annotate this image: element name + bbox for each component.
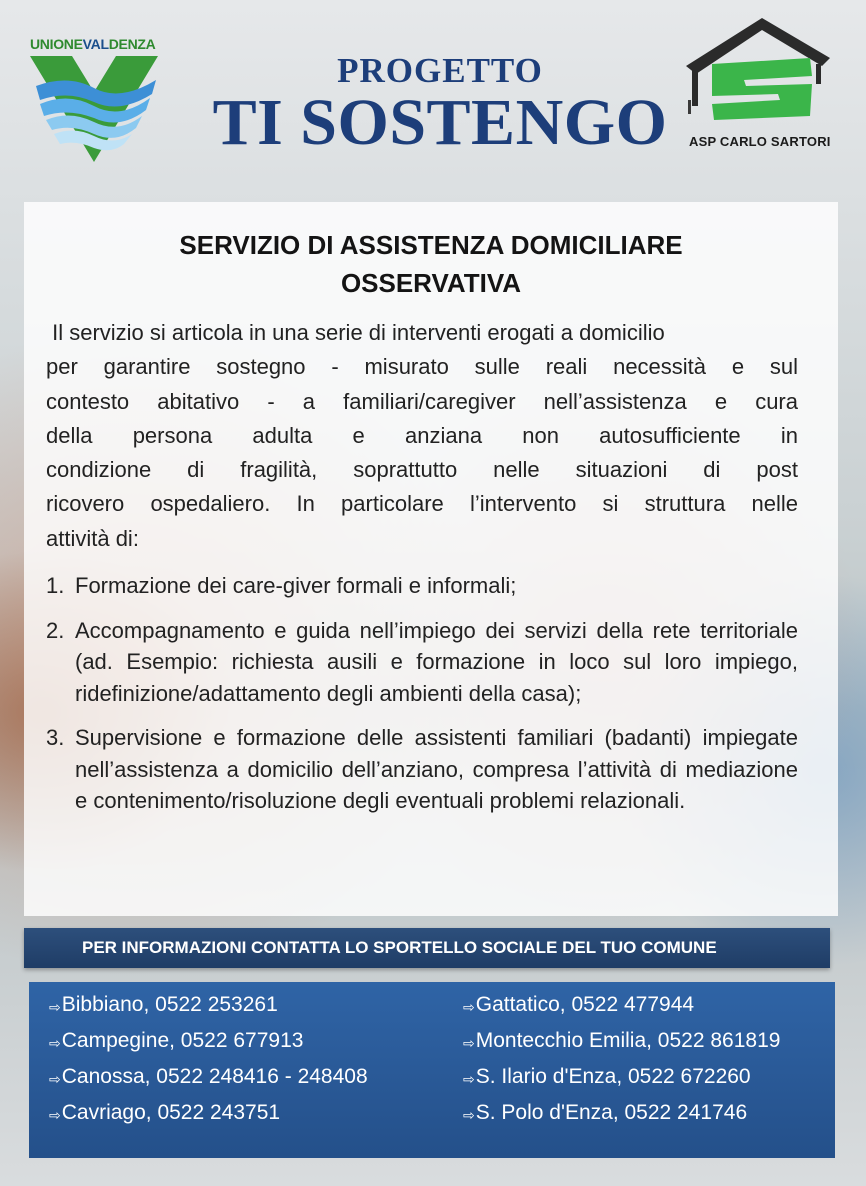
intro-line: condizione di fragilità, soprattutto nelle situazioni di post <box>46 457 798 483</box>
info-banner-text: PER INFORMAZIONI CONTATTA LO SPORTELLO SOCIALE DEL TUO COMUNE <box>82 938 717 957</box>
arrow-icon: ⇨ <box>463 1072 475 1088</box>
contacts-column-right <box>463 992 780 1136</box>
contact-item <box>463 992 780 1028</box>
list-item-number: 1. <box>46 573 65 598</box>
contact-item <box>49 1064 368 1100</box>
project-title-line2: TI SOSTENGO <box>212 86 668 159</box>
list-item-text: Supervisione e formazione delle assistenti familiari (badanti) impiegate nell’assistenza a domicilio dell’anziano, compresa l’attività di mediazione e contenimento/risoluzione degli eventuali problemi relazionali. <box>75 725 798 813</box>
contact-text: Montecchio Emilia, 0522 861819 <box>475 1029 781 1052</box>
contact-text: Canossa, 0522 248416 - 248408 <box>61 1065 368 1088</box>
project-title-line1: PROGETTO <box>337 51 543 90</box>
intro-paragraph <box>46 316 798 556</box>
service-title-line1: SERVIZIO DI ASSISTENZA DOMICILIARE <box>179 230 683 260</box>
contact-text: S. Polo d'Enza, 0522 241746 <box>475 1101 748 1124</box>
arrow-icon: ⇨ <box>49 1000 61 1016</box>
service-title <box>24 226 838 302</box>
arrow-icon: ⇨ <box>463 1036 475 1052</box>
house-icon <box>684 14 834 129</box>
contact-text: Gattatico, 0522 477944 <box>475 993 695 1016</box>
contact-item <box>49 1028 368 1064</box>
arrow-icon: ⇨ <box>49 1108 61 1124</box>
unione-val-denza-logo-text: UNIONEVALDENZA <box>30 36 156 52</box>
service-title-line2: OSSERVATIVA <box>340 268 522 298</box>
contacts-box <box>29 982 835 1158</box>
intro-line: contesto abitativo - a familiari/caregiver nell’assistenza e cura <box>46 388 798 414</box>
contacts-column-left <box>49 992 368 1136</box>
contact-item <box>49 992 368 1028</box>
list-item-text: Formazione dei care-giver formali e informali; <box>75 573 517 598</box>
contact-item <box>49 1100 368 1136</box>
list-item-text: Accompagnamento e guida nell’impiego dei servizi della rete territoriale (ad. Esempio: richiesta ausili e formazione in loco sul loro impiego, ridefinizione/adattamento degli ambienti della casa); <box>75 617 798 706</box>
asp-logo-text: ASP CARLO SARTORI <box>689 134 831 149</box>
intro-line: Il servizio si articola in una serie di interventi erogati a domicilio <box>46 320 665 345</box>
contact-item <box>463 1028 780 1064</box>
list-item <box>46 615 798 710</box>
intro-line: ricovero ospedaliero. In particolare l’intervento si struttura nelle <box>46 491 798 517</box>
valley-icon <box>28 52 162 166</box>
asp-carlo-sartori-logo <box>684 14 834 154</box>
contact-text: S. Ilario d'Enza, 0522 672260 <box>475 1065 751 1088</box>
list-item <box>46 570 798 602</box>
list-item <box>46 722 798 817</box>
contact-item <box>463 1100 780 1136</box>
arrow-icon: ⇨ <box>49 1072 61 1088</box>
contact-item <box>463 1064 780 1100</box>
contact-text: Cavriago, 0522 243751 <box>61 1101 281 1124</box>
intro-line: attività di: <box>46 525 139 551</box>
project-title <box>200 51 680 159</box>
arrow-icon: ⇨ <box>49 1036 61 1052</box>
arrow-icon: ⇨ <box>463 1000 475 1016</box>
contact-text: Bibbiano, 0522 253261 <box>61 993 278 1016</box>
arrow-icon: ⇨ <box>463 1108 475 1124</box>
header <box>0 0 866 200</box>
service-panel <box>24 202 838 916</box>
list-item-number: 2. <box>46 617 65 643</box>
unione-val-denza-logo <box>28 36 162 166</box>
intro-line: per garantire sostegno - misurato sulle reali necessità e sul <box>46 354 798 380</box>
list-item-number: 3. <box>46 725 65 750</box>
contact-text: Campegine, 0522 677913 <box>61 1029 304 1052</box>
intro-line: della persona adulta e anziana non autosufficiente in <box>46 422 798 448</box>
info-banner <box>24 928 830 968</box>
activities-list <box>46 570 798 817</box>
